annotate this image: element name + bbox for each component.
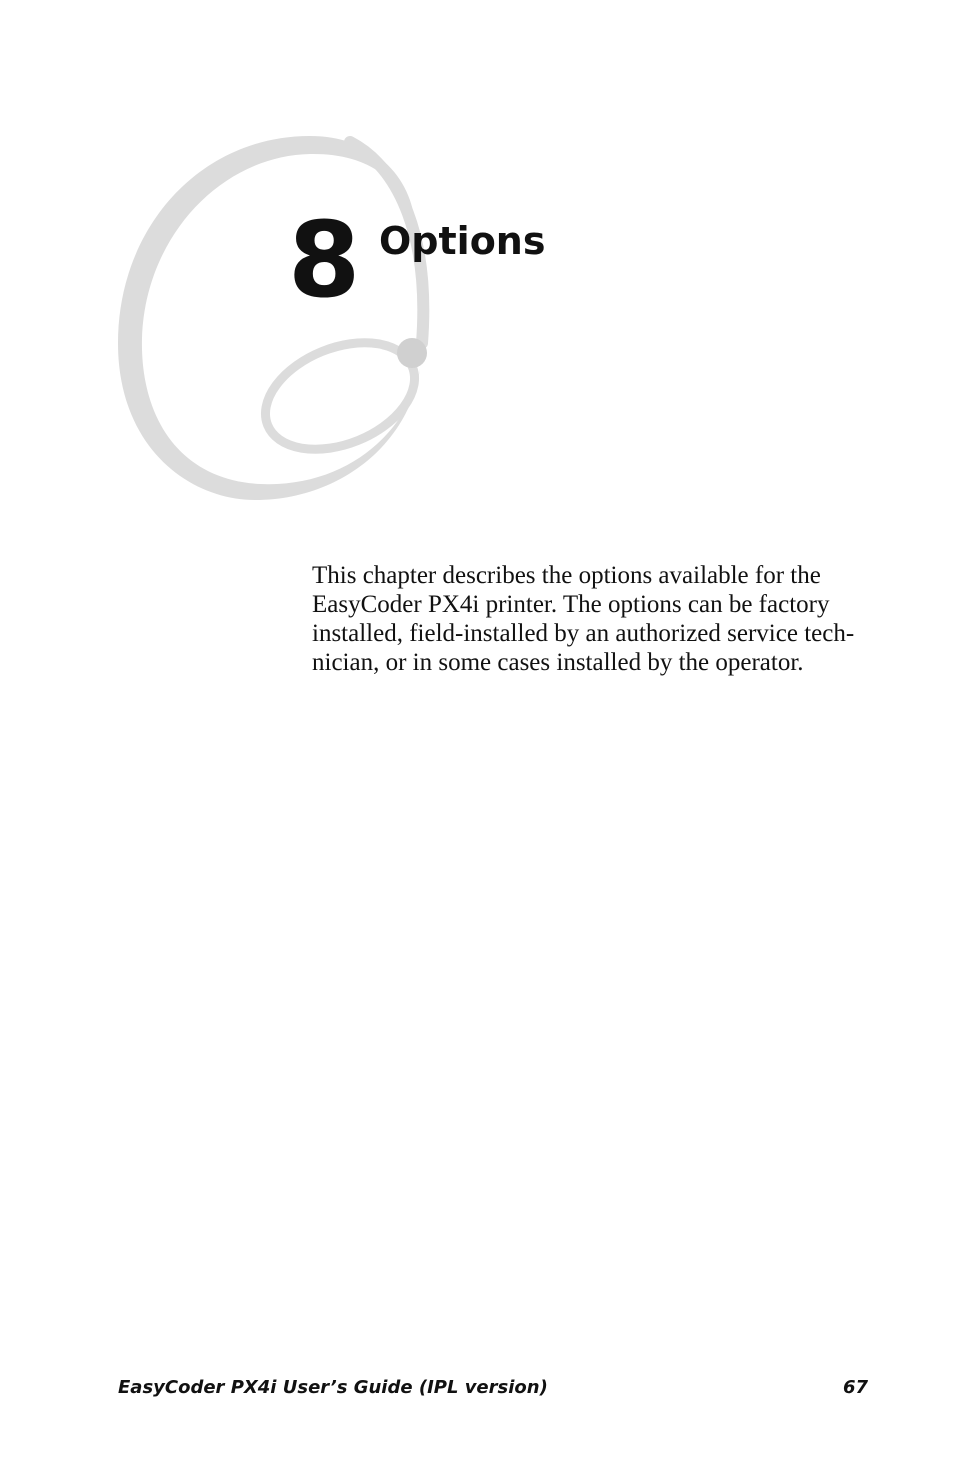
footer-page-number: 67 (842, 1377, 868, 1398)
intro-line: nician, or in some cases installed by the operator. (312, 649, 804, 676)
intro-line: EasyCoder PX4i printer. The options can be factory (312, 591, 830, 618)
intro-line: This chapter describes the options available for the (312, 562, 821, 589)
chapter-intro-paragraph (312, 561, 872, 677)
footer-guide-title: EasyCoder PX4i User’s Guide (IPL version) (118, 1377, 548, 1398)
intro-line: installed, field-installed by an authorized service tech- (312, 620, 855, 647)
chapter-title: Options (379, 219, 546, 263)
chapter-emblem-icon (110, 128, 440, 508)
chapter-number: 8 (288, 199, 361, 321)
